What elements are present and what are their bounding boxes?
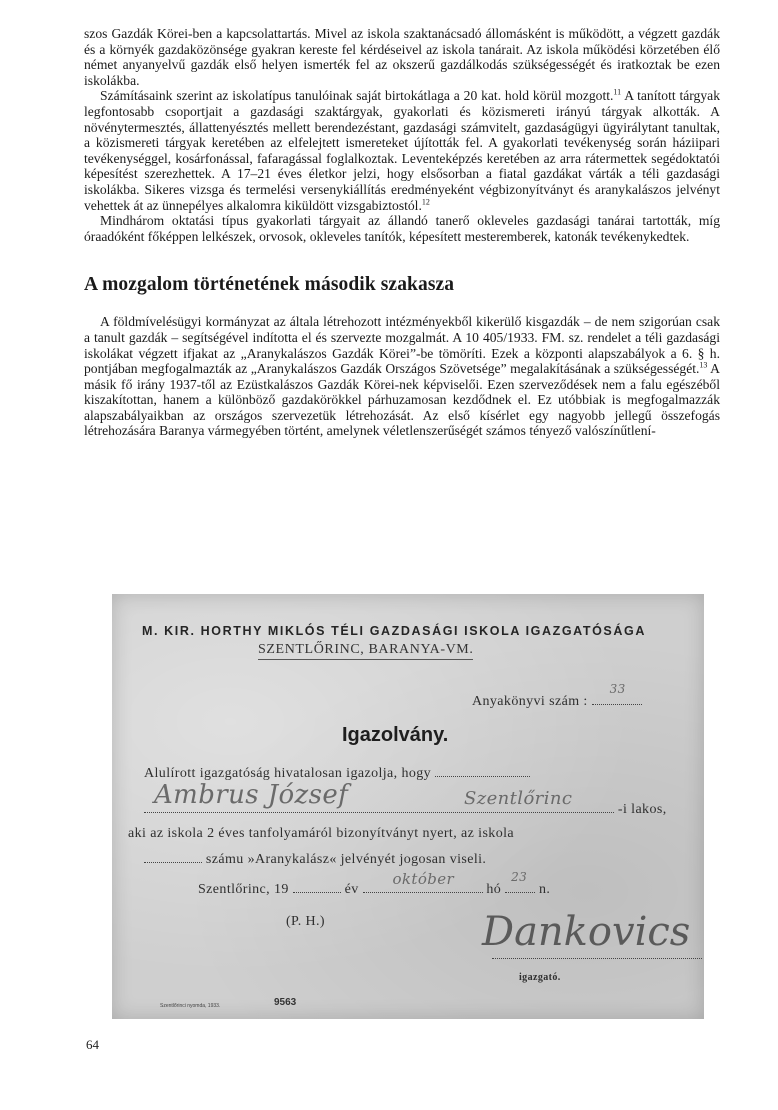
document-page	[84, 26, 720, 439]
paragraph-1: szos Gazdák Körei-ben a kapcsolattartás. Mivel az iskola szaktanácsadó állomásként is működött, a végzett gazdák és a környék gazdaközönsége gyakran kereste fel kérdéseivel az iskola tanárait. Az iskola működési körzetében élő német anyanyelvű gazdák első helyen ismerték fel az okszerű gazdálkodás szükségességét és iratkoztak be ezen iskolákba.	[84, 26, 720, 88]
paragraph-3: Mindhárom oktatási típus gyakorlati tárgyait az állandó tanerő okleveles gazdasági tanárai tartották, míg óraadóként főképpen lelkészek, orvosok, okleveles tanítók, képesített mesteremberek, katonák tevékenykedtek.	[84, 213, 720, 244]
certificate-date-line	[198, 870, 551, 898]
paragraph-2	[84, 88, 720, 213]
certificate-line-4	[144, 852, 486, 868]
section-paragraph-b: A másik fő irány 1937-től az Ezüstkalászos Gazdák Körei-nek képviselői. Ezen szerveződések nem a falu egészéből kiszakítottan, hanem a különböző gazdakörökkel párhuzamosan kezdődnek el. Ez utóbbiak is megfogalmazzák alapszabályaikban az országos szervezetük létrehozását. Az első kísérlet egy nagyobb jellegű összefogás létrehozására Baranya vármegyében történt, amelynek véletlenszerűségét számos tényező valószínűtlení-	[84, 361, 720, 439]
certificate-line-4-text: számu »Aranykalász« jelvényét jogosan viseli.	[205, 852, 487, 867]
handwritten-name: Ambrus József	[154, 780, 349, 810]
print-number: 9563	[274, 997, 297, 1008]
register-number: 33	[609, 682, 626, 696]
date-prefix: Szentlőrinc, 19	[198, 882, 289, 897]
certificate-line-2	[144, 780, 667, 818]
certificate-image	[112, 594, 704, 1019]
name-town-field	[144, 780, 614, 813]
printer-mark: Szentlőrinci nyomda, 1933.	[160, 1003, 221, 1009]
handwritten-month: október	[392, 870, 455, 888]
footnote-ref-13: 13	[699, 360, 708, 370]
year-field	[293, 882, 341, 893]
section-paragraph-a: A földmívelésügyi kormányzat az általa létrehozott intézményekből kikerülő kisgazdák – de nem szigorúan csak a tanult gazdák – segítségével indította el és szervezte mozgalmát. A 10 405/1933. FM. sz. rendelet a téli gazdasági iskolákat végzett ifjakat az „Aranykalászos Gazdák Körei”-be tömöríti. Ezek a központi alapszabályok a 6. § h. pontjában megfogalmazták az „Aranykalászos Gazdák Országos Szövetsége” megalakításának a szükségességét.	[84, 314, 720, 377]
month-field	[363, 870, 483, 893]
certificate-header: M. KIR. HORTHY MIKLÓS TÉLI GAZDASÁGI ISKOLA IGAZGATÓSÁGA	[142, 624, 646, 638]
day-field	[505, 870, 535, 893]
certificate-location: SZENTLŐRINC, BARANYA-VM.	[258, 642, 473, 660]
section-paragraph	[84, 314, 720, 439]
signature-line	[492, 958, 702, 960]
certificate-title: Igazolvány.	[342, 724, 449, 746]
certificate-line-1-text: Alulírott igazgatóság hivatalosan igazolja, hogy	[144, 766, 432, 781]
certificate-line-1-field	[435, 766, 530, 777]
handwritten-day: 23	[511, 870, 528, 884]
handwritten-signature: Dankovics	[482, 909, 691, 955]
footnote-ref-12: 12	[421, 197, 430, 206]
register-field	[592, 682, 642, 705]
year-label: év	[344, 882, 359, 897]
page-number: 64	[86, 1037, 99, 1052]
register-label-text: Anyakönyvi szám :	[472, 694, 588, 709]
paragraph-2-cont: A tanított tárgyak legfontosabb csoportjait a gazdasági szaktárgyak, gyakorlati és közismereti irányú tárgyak alkották. A növénytermesztés, állattenyésztés mellett berendezéstant, gazdasági számvitelt, gazdaságügyi ügyirálytant tanultak, a közismereti tárgyak keretében az elfelejtett ismereteket újították fel. A gyakorlati tevékenység során háziipari tevékenységgel, kosárfonással, fafaragással foglalkoztak. Leventeképzés keretében az arra rátermettek segédoktatói képesítést szerezhettek. A 17–21 éves életkor jelzi, hogy elsősorban a fiatal gazdákat várták a téli gazdasági iskolákba. Sikeres vizsga és termelési versenykiállítás eredményeként végbizonyítványt és aranykalászos jelvényt vehettek át az ünnepélyes alkalomra kiküldött vizsgabiztostól.	[84, 88, 720, 213]
n-label: n.	[539, 882, 551, 897]
lakos-label: -i lakos,	[617, 802, 667, 817]
footnote-ref-11: 11	[613, 87, 622, 97]
signer-title: igazgató.	[519, 972, 561, 983]
paragraph-2-text: Számításaink szerint az iskolatípus tanulóinak saját birtokátlaga a 20 kat. hold körül mozgott.	[100, 88, 614, 104]
ph-mark: (P. H.)	[286, 914, 325, 929]
register-label	[472, 682, 642, 710]
section-title: A mozgalom történetének második szakasza	[84, 274, 455, 296]
certificate-line-3: aki az iskola 2 éves tanfolyamáról bizonyítványt nyert, az iskola	[128, 826, 514, 841]
day-label: hó	[486, 882, 502, 897]
certificate-line-4-field	[144, 852, 202, 863]
handwritten-town: Szentlőrinc	[464, 788, 573, 809]
